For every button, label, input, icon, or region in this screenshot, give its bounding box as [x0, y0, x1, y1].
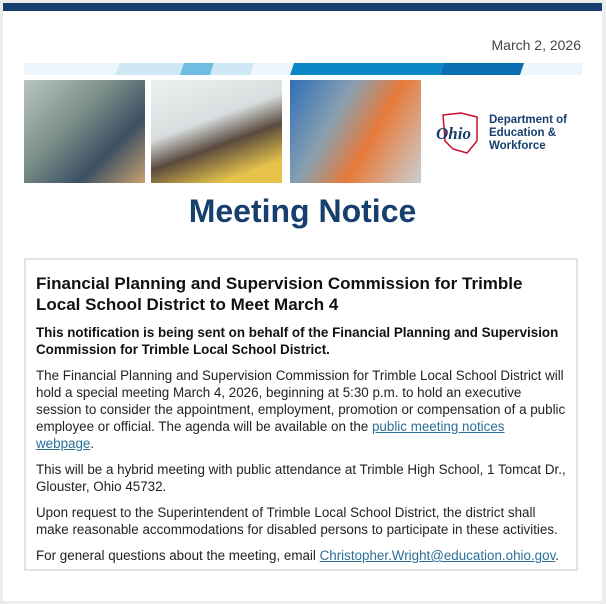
photo-workers-hardhats [290, 80, 421, 183]
logo-line-2: Education & [489, 127, 557, 139]
date: March 2, 2026 [491, 37, 581, 53]
notice-paragraph-3: Upon request to the Superintendent of Trimble Local School District, the district shall make reasonable accommodations for disabled persons to participate in these activities. [36, 505, 558, 537]
notice-lead: This notification is being sent on behalf of the Financial Planning and Supervision Commission for Trimble Local School District. [36, 325, 559, 357]
svg-text:Ohio: Ohio [436, 124, 471, 143]
public-meeting-notices-link[interactable]: public meeting notices webpage [36, 419, 505, 451]
p1-end: . [90, 436, 95, 451]
notice-paragraph-2: This will be a hybrid meeting with public attendance at Trimble High School, 1 Tomcat Dr., Glouster, Ohio 45732. [36, 462, 566, 494]
photo-student-desk [151, 80, 282, 183]
p4-text: For general questions about the meeting, email [36, 548, 320, 563]
notice-paragraph-1 [36, 367, 566, 452]
logo-line-3: Workforce [489, 140, 546, 152]
email-link[interactable]: Christopher.Wright@education.ohio.gov [319, 548, 556, 563]
top-bar [3, 3, 602, 11]
notice-box [24, 258, 578, 571]
email-card [3, 3, 602, 601]
logo-line-1: Department of [489, 114, 567, 126]
notice-headline: Financial Planning and Supervision Commission for Trimble Local School District to Meet March 4 [36, 274, 523, 314]
decorative-stripes [24, 63, 582, 75]
photo-teacher-student [24, 80, 145, 183]
ohio-logo-icon [433, 111, 487, 155]
notice-paragraph-4 [36, 547, 566, 564]
ohio-dew-logo [433, 111, 583, 161]
p1-text: The Financial Planning and Supervision Commission for Trimble Local School District will hold a special meeting March 4, 2026, beginning at 5:30 p.m. to hold an executive session to consider the appointment, employment, promotion or compensation of a public employee or official. The agenda will be available on the [36, 368, 566, 434]
p4-end: . [555, 548, 560, 563]
page-title: Meeting Notice [188, 193, 417, 229]
